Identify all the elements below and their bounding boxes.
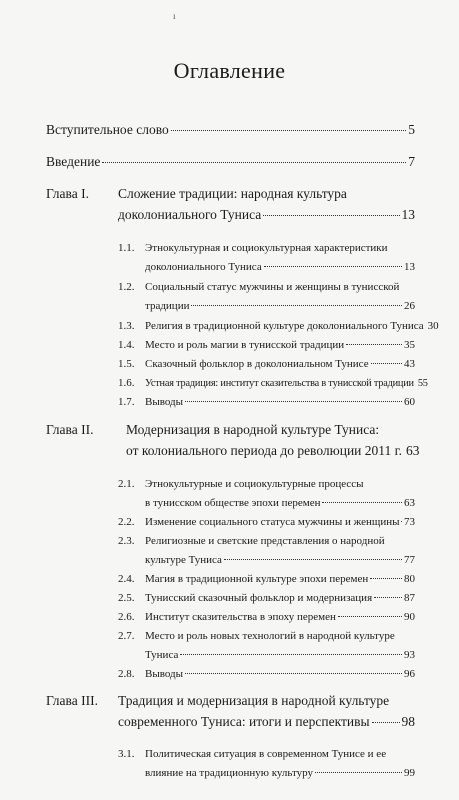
dot-leader (370, 577, 402, 579)
chapter-page: 98 (401, 714, 415, 729)
section-entry (145, 552, 415, 569)
section-title-line: традиции (145, 300, 190, 312)
section-entry (145, 356, 415, 373)
section-entry (145, 318, 439, 335)
section-number: 1.4. (118, 339, 135, 351)
section-entry (145, 298, 415, 315)
dot-leader (102, 161, 406, 163)
section-entry (145, 394, 415, 411)
section-entry (145, 609, 415, 626)
section-entry (145, 375, 428, 392)
section-title-line: влияние на традиционную культуру (145, 767, 314, 779)
section-page: 13 (404, 261, 415, 273)
dot-leader (224, 558, 402, 560)
dot-leader (401, 520, 402, 522)
section-page: 73 (404, 516, 415, 528)
section-title-line: Магия в традиционной культуре эпохи перемен (145, 573, 369, 585)
section-title-line: Выводы (145, 668, 184, 680)
dot-leader (372, 721, 400, 723)
dot-leader (191, 304, 402, 306)
section-title-line: Политическая ситуация в современном Тунисе и ее (145, 748, 387, 760)
toc-entry-page: 5 (408, 122, 415, 137)
section-number: 2.4. (118, 573, 135, 585)
section-page: 93 (404, 649, 415, 661)
section-entry (145, 514, 415, 531)
dot-leader (171, 129, 407, 131)
section-number: 2.5. (118, 592, 135, 604)
section-page: 63 (404, 497, 415, 509)
section-entry (145, 647, 415, 664)
section-number: 2.6. (118, 611, 135, 623)
chapter-title-line: современного Туниса: итоги и перспективы (118, 714, 370, 729)
section-page: 30 (427, 320, 439, 332)
chapter-title-last-line (118, 713, 415, 730)
section-entry (145, 259, 415, 276)
chapter-title-line: Традиция и модернизация в народной культуре (118, 693, 390, 708)
toc-entry-title: Вступительное слово (46, 122, 169, 137)
chapter-title-last-line (118, 206, 415, 223)
toc-entry-foreword (46, 121, 415, 138)
section-page: 55 (417, 378, 428, 389)
section-entry (145, 765, 415, 782)
section-title-line: Туниса (145, 649, 179, 661)
section-number: 1.7. (118, 396, 135, 408)
section-title-line: Институт сказительства в эпоху перемен (145, 611, 336, 623)
section-number: 2.3. (118, 535, 135, 547)
section-title-line: Этнокультурные и социокультурные процессы (145, 478, 364, 490)
section-page: 60 (404, 396, 415, 408)
section-title-line: Устная традиция: институт сказительства в тунисской традиции (145, 378, 414, 389)
chapter-page: 63 (406, 443, 420, 458)
dot-leader (185, 672, 402, 674)
section-entry (145, 495, 415, 512)
section-number: 1.2. (118, 281, 135, 293)
section-number: 2.2. (118, 516, 135, 528)
toc-entry-page: 7 (408, 154, 415, 169)
section-title-line: Сказочный фольклор в доколониальном Тунисе (145, 358, 369, 370)
chapter-title-last-line (126, 442, 420, 459)
section-title-line: Место и роль магии в тунисской традиции (145, 339, 345, 351)
chapter-label: Глава II. (46, 422, 94, 437)
section-number: 1.3. (118, 320, 135, 332)
section-number: 2.7. (118, 630, 135, 642)
section-page: 43 (404, 358, 415, 370)
section-number: 1.1. (118, 242, 135, 254)
dot-leader (338, 615, 402, 617)
section-title-line: культуре Туниса (145, 554, 222, 566)
chapter-page: 13 (401, 207, 415, 222)
section-title-line: Социальный статус мужчины и женщины в тунисской (145, 281, 400, 293)
section-number: 1.5. (118, 358, 135, 370)
section-title-line: Тунисский сказочный фольклор и модернизация (145, 592, 373, 604)
section-title-line: Этнокультурная и социокультурная характеристики (145, 242, 388, 254)
dot-leader (263, 214, 399, 216)
dot-leader (371, 362, 402, 364)
chapter-label: Глава III. (46, 693, 98, 708)
section-page: 90 (404, 611, 415, 623)
section-title-line: Изменение социального статуса мужчины и женщины (145, 516, 400, 528)
dot-leader (346, 343, 402, 345)
dot-leader (264, 265, 402, 267)
section-page: 26 (404, 300, 415, 312)
section-page: 96 (404, 668, 415, 680)
section-number: 1.6. (118, 377, 135, 389)
toc-entry-introduction (46, 153, 415, 170)
dot-leader (185, 400, 402, 402)
dot-leader (374, 596, 402, 598)
header-mark: ı (173, 11, 176, 21)
section-entry (145, 337, 415, 354)
dot-leader (180, 653, 402, 655)
dot-leader (315, 771, 402, 773)
section-page: 80 (404, 573, 415, 585)
section-title-line: Религиозные и светские представления о народной (145, 535, 385, 547)
page-title: Оглавление (173, 58, 286, 83)
chapter-label: Глава I. (46, 186, 89, 201)
chapter-title-line: Сложение традиции: народная культура (118, 186, 347, 201)
dot-leader (322, 501, 402, 503)
section-number: 3.1. (118, 748, 135, 760)
section-title-line: в тунисском обществе эпохи перемен (145, 497, 321, 509)
section-entry (145, 571, 415, 588)
chapter-title-line: от колониального периода до революции 2011 г. (126, 443, 403, 458)
section-title-line: Религия в традиционной культуре доколониального Туниса (145, 320, 424, 332)
section-title-line: доколониального Туниса (145, 261, 262, 273)
section-page: 35 (404, 339, 415, 351)
section-title-line: Место и роль новых технологий в народной культуре (145, 630, 395, 642)
section-page: 99 (404, 767, 415, 779)
toc-entry-title: Введение (46, 154, 101, 169)
section-entry (145, 590, 415, 607)
section-title-line: Выводы (145, 396, 184, 408)
chapter-title-line: доколониального Туниса (118, 207, 262, 222)
section-number: 2.1. (118, 478, 135, 490)
section-page: 77 (404, 554, 415, 566)
section-page: 87 (404, 592, 415, 604)
section-entry (145, 666, 415, 683)
section-number: 2.8. (118, 668, 135, 680)
chapter-title-line: Модернизация в народной культуре Туниса: (126, 422, 380, 437)
